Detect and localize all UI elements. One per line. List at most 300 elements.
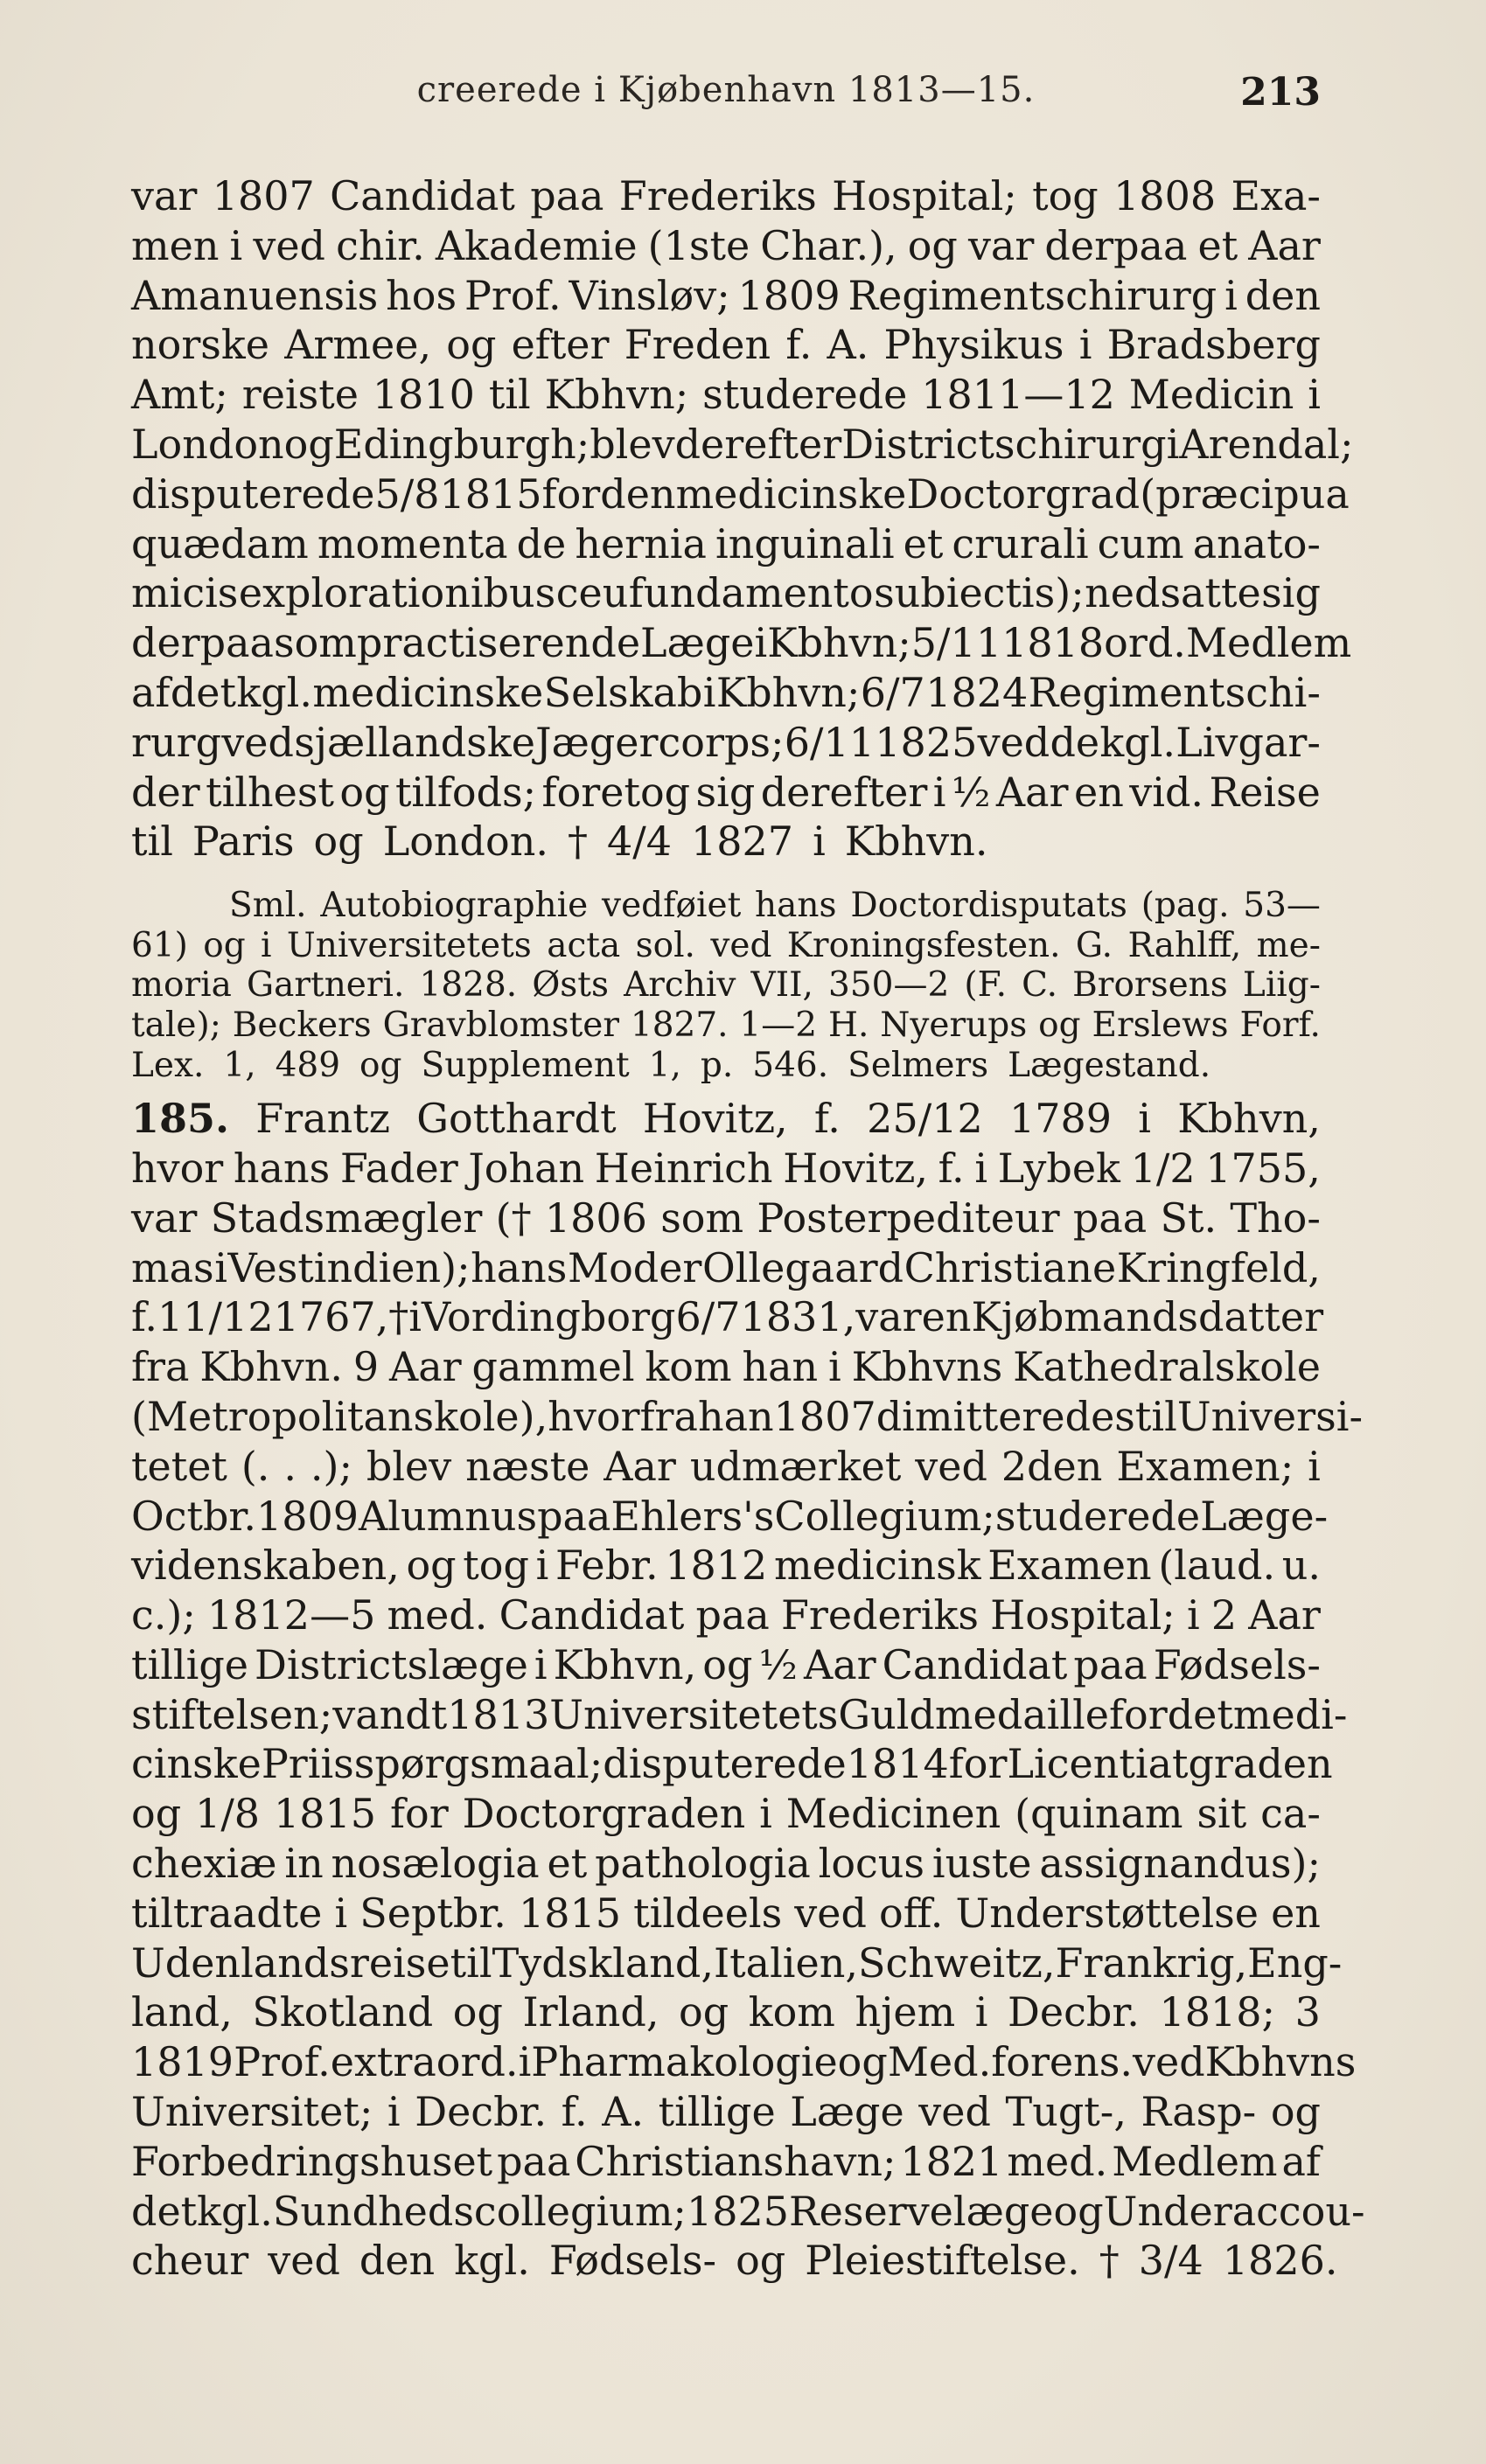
word: Kbhvn. [199, 1343, 343, 1391]
paragraph-entry-185 [131, 1094, 1365, 2286]
word: Underaccou- [1103, 2187, 1365, 2235]
word: VII, [750, 965, 813, 1006]
word: hans [471, 1243, 568, 1291]
word: ved [221, 718, 294, 766]
word: nosælogia [331, 1840, 540, 1888]
word: Universitetets [549, 1690, 839, 1738]
word: 1810 [372, 371, 475, 419]
word: 5/8 [374, 470, 440, 518]
word: f. [813, 1095, 841, 1143]
word: Freden [624, 321, 771, 369]
word: ved [253, 221, 325, 269]
word: († [495, 1194, 532, 1242]
word: Guldmedaille [838, 1690, 1110, 1738]
word: Frederiks [618, 172, 817, 219]
word: og [313, 818, 364, 866]
word: med. [387, 1591, 488, 1639]
word: 1815 [439, 470, 542, 518]
word: paa [537, 1492, 611, 1540]
word: Kringfeld, [1116, 1243, 1321, 1291]
word: en [921, 1293, 972, 1341]
word: .); [310, 1442, 352, 1490]
word: af [131, 668, 171, 716]
word: Lægestand. [1008, 1045, 1211, 1085]
word: med. [1007, 2137, 1108, 2185]
word: ved [1133, 2038, 1205, 2086]
word: 1815 [273, 1790, 377, 1838]
word: (præcipua [1140, 470, 1350, 518]
word: derpaa [1044, 221, 1188, 269]
word: (laud. [1158, 1542, 1276, 1590]
word: Vordingborg [422, 1293, 676, 1341]
word: Selmers [848, 1045, 989, 1085]
word: til [488, 371, 531, 419]
word: foretog [541, 768, 691, 816]
word: Tho- [1230, 1194, 1321, 1242]
word: Priisspørgsmaal; [261, 1740, 603, 1788]
word: den [359, 2237, 436, 2285]
word: Jægercorps; [535, 718, 785, 766]
word: in [284, 1840, 324, 1888]
body-text [131, 171, 1365, 2286]
text-line [131, 965, 1321, 1006]
text-line [131, 1789, 1321, 1839]
word: Kbhvn, [1177, 1095, 1321, 1143]
word: i [1186, 1591, 1200, 1639]
word: derefter [674, 420, 842, 468]
word: Reservelæge [789, 2187, 1054, 2235]
word: 53— [1243, 886, 1321, 926]
word: i [534, 1640, 548, 1688]
word: Tugt-, [1005, 2088, 1127, 2136]
word: disputerede [131, 470, 375, 518]
word: locus [818, 1840, 925, 1888]
word: London [131, 420, 284, 468]
word: kgl. [236, 668, 313, 716]
word: Fader [339, 1144, 458, 1192]
word: p. [700, 1045, 734, 1085]
word: 1827. [630, 1005, 729, 1045]
text-line [131, 470, 1350, 519]
word: . [283, 1442, 297, 1490]
text-line [131, 1938, 1343, 1988]
word: Kbhvn; [767, 619, 911, 667]
word: i [518, 2038, 532, 2086]
word: hos [386, 271, 457, 319]
word: † [388, 1293, 409, 1341]
word: Vestindien); [227, 1243, 471, 1291]
word: det [1167, 1690, 1233, 1738]
word: Universitet; [131, 2088, 373, 2136]
word: og [679, 1988, 729, 2036]
word: og [131, 1790, 182, 1838]
word: Arendal; [1179, 420, 1354, 468]
word: cheur [131, 2237, 249, 2285]
text-line [131, 2037, 1357, 2087]
word: tilfods; [394, 768, 537, 816]
word: 1825 [686, 2187, 790, 2235]
word: quædam [131, 519, 309, 567]
word: 2 [1210, 1591, 1238, 1639]
word: Kathedralskole [1013, 1343, 1321, 1391]
word: iuste [931, 1840, 1032, 1888]
word: A. [602, 2088, 645, 2136]
word: og [359, 1045, 402, 1085]
word: og [907, 221, 958, 269]
text-line [131, 1739, 1333, 1789]
word: 11/12 [157, 1293, 274, 1341]
text-line [131, 221, 1321, 271]
word: Universi- [1176, 1392, 1363, 1440]
word: kgl. [197, 2187, 273, 2235]
word: 1, [648, 1045, 681, 1085]
word: tetet [131, 1442, 227, 1490]
text-line [131, 320, 1321, 370]
word: Decbr. [415, 2088, 548, 2136]
word: inguinali [715, 519, 895, 567]
word: i [1138, 1095, 1152, 1143]
word: til [1134, 1392, 1177, 1440]
word: Fødsels- [1153, 1640, 1321, 1688]
word: Aar [1248, 221, 1321, 269]
word: og [1270, 2088, 1321, 2136]
word: et [903, 519, 944, 567]
word: 1813 [447, 1690, 550, 1738]
word: Schweitz, [857, 1938, 1056, 1987]
word: for [1109, 1690, 1168, 1738]
word: Reise [1209, 768, 1321, 816]
word: 3 [1294, 1988, 1321, 2036]
word: mas [131, 1243, 214, 1291]
word: C. [1022, 965, 1058, 1006]
word: disputerede [603, 1740, 847, 1788]
word: i [974, 1988, 988, 2036]
word: til [450, 1938, 492, 1987]
word: den [1245, 271, 1321, 319]
word: Rahlff, [1127, 925, 1242, 965]
word: Irland, [522, 1988, 659, 2036]
word: i [759, 1790, 772, 1838]
word: paa [695, 1591, 770, 1639]
page-number: 213 [1240, 70, 1321, 115]
text-line [131, 1690, 1348, 1740]
word: Bradsberg [1106, 321, 1321, 369]
word: Hospital; [990, 1591, 1176, 1639]
word: derpaa [131, 619, 274, 667]
text-line [131, 817, 1321, 867]
word: var [855, 1293, 922, 1341]
word: crurali [952, 519, 1089, 567]
text-line [131, 768, 1321, 818]
word: chir. [336, 221, 425, 269]
word: og [1053, 2187, 1104, 2235]
text-line [131, 618, 1352, 668]
word: kgl. [1099, 718, 1176, 766]
word: derefter [760, 768, 928, 816]
word: H. [827, 1005, 869, 1045]
word: London. [382, 818, 548, 866]
word: Amt; [131, 371, 228, 419]
word: forens. [991, 2038, 1134, 2086]
word: Rasp- [1141, 2088, 1257, 2136]
word: Frantz [255, 1095, 390, 1143]
word: 1827 [690, 818, 794, 866]
word: tillige [658, 2088, 776, 2136]
word: sit [1196, 1790, 1247, 1838]
word: tilhest [206, 768, 334, 816]
word: i [932, 768, 946, 816]
word: fra [131, 1343, 190, 1391]
word: Char.), [760, 221, 897, 269]
text-line [131, 2187, 1365, 2237]
word: 489 [275, 1045, 341, 1085]
word: † [567, 818, 588, 866]
word: Gartneri. [246, 965, 405, 1006]
word: Hospital; [832, 172, 1017, 219]
word: ved [915, 1442, 987, 1490]
word: Doctordisputats [850, 886, 1127, 926]
word: 1824 [925, 668, 1029, 716]
word: Edingburgh; [333, 420, 590, 468]
word: Kbhvn, [553, 1640, 697, 1688]
word: Kbhvns [851, 1343, 1003, 1391]
word: 1825 [875, 718, 978, 766]
word: og [837, 2038, 888, 2086]
word: Ehlers's [610, 1492, 775, 1540]
word: 546. [752, 1045, 829, 1085]
word: Læge- [1200, 1492, 1329, 1540]
word: vedføiet [602, 886, 742, 926]
text-line [131, 370, 1321, 420]
word: i [261, 925, 272, 965]
text-line [131, 1392, 1363, 1442]
word: blev [590, 420, 675, 468]
word: cum [1097, 519, 1184, 567]
word: og [406, 1542, 457, 1590]
word: udmærket [689, 1442, 902, 1490]
word: sol. [635, 925, 695, 965]
word: Universitetets [286, 925, 532, 965]
word: i [1224, 271, 1238, 319]
word: ved [918, 2088, 991, 2136]
text-line [131, 668, 1321, 718]
word: hans [755, 886, 837, 926]
word: moria [131, 965, 232, 1006]
word: i [214, 1243, 227, 1291]
word: 1/2 [1130, 1144, 1196, 1192]
word: stiftelsen; [131, 1690, 333, 1738]
word: land, [131, 1988, 233, 2036]
word: Pleiestiftelse. [805, 2237, 1080, 2285]
word: 1/8 [195, 1790, 261, 1838]
word: tog [1032, 172, 1099, 219]
word: Paris [192, 818, 295, 866]
entry-number: 185. [131, 1095, 230, 1143]
word: som [660, 1194, 744, 1242]
word: chexiæ [131, 1840, 277, 1888]
word: 1812—5 [207, 1591, 376, 1639]
word: de [1050, 718, 1100, 766]
word: gammel [471, 1343, 635, 1391]
word: en [1271, 1889, 1321, 1937]
word: St. [1160, 1194, 1217, 1242]
word: i [1308, 371, 1321, 419]
word: 1767, [273, 1293, 389, 1341]
word: Aar [603, 1442, 676, 1490]
word: Collegium; [774, 1492, 995, 1540]
paragraph-entry-184-sources [131, 886, 1321, 1085]
word: 5/11 [910, 619, 1002, 667]
word: Physikus [883, 321, 1064, 369]
word: medicinske [675, 470, 907, 518]
word: 3/4 [1138, 2237, 1203, 2285]
word: hvor [131, 1144, 224, 1192]
word: Medlem [1185, 619, 1352, 667]
word: Prof. [464, 271, 562, 319]
word: norske [131, 321, 270, 369]
word: ved [268, 2237, 340, 2285]
word: Archiv [624, 965, 736, 1006]
running-title: creerede i Kjøbenhavn 1813—15. [416, 70, 1036, 110]
word: Septbr. [359, 1889, 506, 1937]
word: 61) [131, 925, 188, 965]
word: 25/12 [867, 1095, 983, 1143]
word: i [535, 1542, 549, 1590]
word: Understøttelse [955, 1889, 1259, 1937]
text-line [131, 1442, 1321, 1492]
word: me- [1256, 925, 1321, 965]
text-line [131, 1094, 1321, 1144]
word: (. [241, 1442, 270, 1490]
word: de [516, 519, 567, 567]
text-line [131, 171, 1321, 221]
word: Medicin [1128, 371, 1294, 419]
word: ord. [1104, 619, 1186, 667]
word: hernia [575, 519, 707, 567]
word: Lex. [131, 1045, 205, 1085]
paragraph-entry-184-continued [131, 171, 1354, 867]
word: Pharmakologie [531, 2038, 838, 2086]
word: Læge [790, 2088, 904, 2136]
word: A. [827, 321, 869, 369]
word: Aar [1248, 1591, 1321, 1639]
word: 1789 [1008, 1095, 1113, 1143]
word: Candidat [882, 1640, 1068, 1688]
word: practiserende [356, 619, 641, 667]
word: Kbhvn; [715, 668, 861, 716]
word: cinske [131, 1740, 262, 1788]
word: † [1099, 2237, 1120, 2285]
word: paa [497, 2137, 571, 2185]
text-line [131, 1839, 1321, 1889]
word: for [541, 470, 601, 518]
word: 1808 [1113, 172, 1217, 219]
word: medicinske [312, 668, 544, 716]
word: Livgar- [1176, 718, 1321, 766]
word: og [702, 1640, 753, 1688]
word: Nyerups [880, 1005, 1028, 1045]
word: vandt [332, 1690, 448, 1738]
word: i [334, 1889, 348, 1937]
word: hans [233, 1144, 331, 1192]
word: Doctorgraden [462, 1790, 746, 1838]
text-line [131, 1590, 1321, 1640]
word: u. [1281, 1542, 1321, 1590]
word: Heinrich [594, 1144, 773, 1192]
word: Frankrig, [1055, 1938, 1248, 1987]
text-line [131, 1006, 1321, 1046]
word: Beckers [232, 1005, 372, 1045]
word: næste [465, 1442, 590, 1490]
text-line [131, 1987, 1321, 2037]
word: Kbhvn; [544, 371, 689, 419]
text-line [131, 420, 1354, 470]
word: f. [131, 1293, 158, 1341]
word: Kroningsfesten. [786, 925, 1061, 965]
word: i [1308, 1442, 1321, 1490]
word: paa [1072, 1194, 1148, 1242]
word: 1815 [518, 1889, 622, 1937]
word: Licentiatgraden [1007, 1740, 1333, 1788]
word: Gotthardt [416, 1095, 617, 1143]
word: hvorfra [548, 1392, 698, 1440]
word: Selskab [543, 668, 703, 716]
text-line [131, 1144, 1321, 1194]
word: Forf. [1239, 1005, 1321, 1045]
word: Liig- [1242, 965, 1321, 1006]
word: studerede [702, 371, 908, 419]
word: tog [463, 1542, 529, 1590]
word: til [131, 818, 173, 866]
word: Skotland [252, 1988, 434, 2036]
word: 1—2 [739, 1005, 818, 1045]
word: Sundhedscollegium; [272, 2187, 687, 2235]
word: Medicinen [785, 1790, 1001, 1838]
word: ved [710, 925, 772, 965]
word: dimitteredes [876, 1392, 1135, 1440]
word: Regimentschi- [1028, 668, 1321, 716]
text-line [131, 1243, 1321, 1293]
word: i [229, 221, 243, 269]
word: 1819 [131, 2038, 234, 2086]
word: den [600, 470, 676, 518]
word: i [1166, 420, 1180, 468]
text-line [131, 1492, 1329, 1542]
word: Aar [389, 1343, 462, 1391]
text-line [131, 886, 1321, 926]
word: nedsatte [1085, 569, 1261, 617]
word: Østs [532, 965, 609, 1006]
word: rurg [131, 718, 222, 766]
word: Doctorgrad [906, 470, 1141, 518]
word: micis [131, 569, 239, 617]
word: 1818 [1001, 619, 1105, 667]
word: subiectis); [874, 569, 1085, 617]
word: paa [530, 172, 604, 219]
word: Octbr. [131, 1492, 256, 1540]
word: var [131, 172, 198, 219]
word: han [697, 1392, 774, 1440]
word: Febr. [555, 1542, 659, 1590]
text-line [131, 2137, 1321, 2187]
text-line [131, 271, 1321, 321]
word: Moder [567, 1243, 702, 1291]
word: 1807 [212, 172, 315, 219]
word: momenta [317, 519, 508, 567]
word: og [446, 321, 497, 369]
word: ½ [951, 768, 991, 816]
text-line [131, 2236, 1338, 2286]
